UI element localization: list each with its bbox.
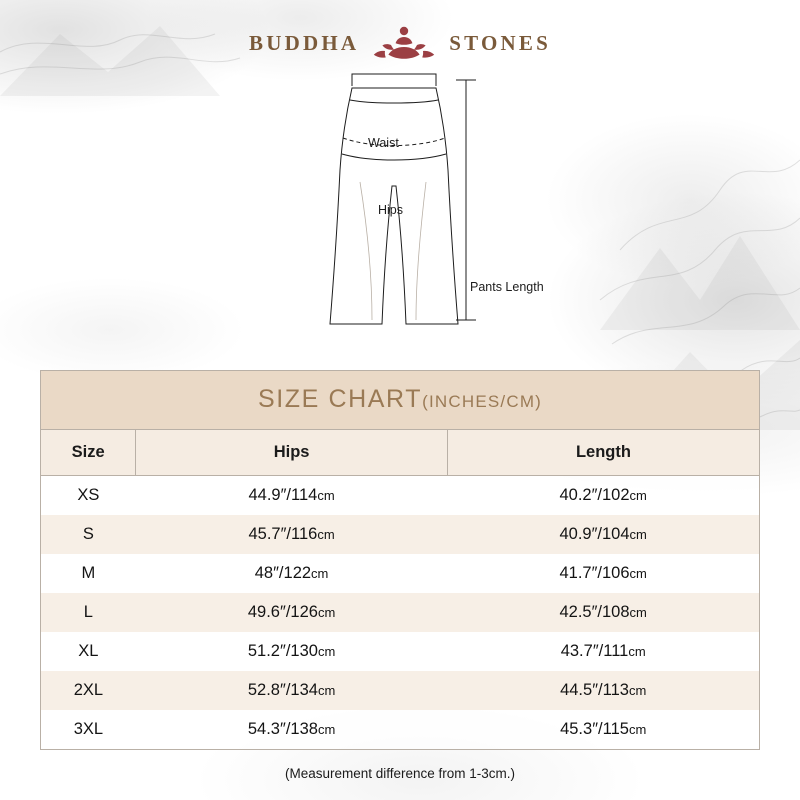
cell-hips-unit: cm	[317, 526, 335, 542]
label-pants-length: Pants Length	[470, 280, 544, 294]
cell-hips	[136, 476, 448, 515]
column-header-length: Length	[447, 430, 759, 476]
cell-hips-unit: cm	[311, 565, 329, 581]
cell-length-value: 40.9″/104	[559, 524, 630, 543]
cell-hips	[136, 554, 448, 593]
cell-length-value: 41.7″/106	[559, 563, 630, 582]
cell-length-value: 45.3″/115	[560, 719, 629, 738]
cell-size: L	[41, 593, 136, 632]
cell-size: 3XL	[41, 710, 136, 749]
cell-length-value: 43.7″/111	[560, 641, 629, 660]
cell-size: 2XL	[41, 671, 136, 710]
cell-hips	[136, 593, 448, 632]
cell-length-unit: cm	[629, 526, 647, 542]
cell-length	[447, 632, 759, 671]
cell-length	[447, 710, 759, 749]
cell-length-unit: cm	[628, 643, 646, 659]
cell-size: S	[41, 515, 136, 554]
cell-length	[447, 593, 759, 632]
cell-hips-value: 49.6″/126	[247, 602, 318, 621]
measurement-footnote: (Measurement difference from 1-3cm.)	[284, 765, 516, 781]
column-header-hips: Hips	[136, 430, 448, 476]
table-row	[41, 671, 759, 710]
brand-word-left: BUDDHA	[249, 30, 360, 55]
cell-hips-value: 51.2″/130	[247, 641, 318, 660]
cell-length	[447, 671, 759, 710]
table-header-row	[41, 430, 759, 476]
cell-size: M	[41, 554, 136, 593]
cell-hips	[136, 632, 448, 671]
column-header-size: Size	[41, 430, 136, 476]
cell-hips-value: 45.7″/116	[248, 524, 318, 543]
table-row	[41, 593, 759, 632]
cell-length	[447, 515, 759, 554]
label-hips: Hips	[378, 203, 404, 217]
pants-illustration-block	[0, 62, 800, 362]
cell-size: XL	[41, 632, 136, 671]
cell-hips-value: 52.8″/134	[247, 680, 318, 699]
cell-hips	[136, 671, 448, 710]
cell-hips-unit: cm	[317, 604, 336, 620]
cell-hips	[136, 515, 448, 554]
size-chart-title-main: SIZE CHART	[257, 385, 423, 413]
table-row	[41, 710, 759, 749]
cell-length-unit: cm	[629, 487, 647, 503]
cell-hips	[136, 710, 448, 749]
cell-length-unit: cm	[629, 565, 647, 581]
table-row	[41, 554, 759, 593]
cell-hips-unit: cm	[317, 643, 336, 659]
wide-leg-pants-outline-icon	[300, 62, 560, 352]
cell-length-value: 44.5″/113	[560, 680, 629, 699]
brand-header	[0, 0, 800, 62]
cell-length-unit: cm	[628, 682, 647, 698]
table-row	[41, 515, 759, 554]
cell-length-unit: cm	[629, 604, 647, 620]
cell-length-value: 40.2″/102	[559, 485, 630, 504]
size-chart-title	[41, 371, 759, 430]
cell-hips-value: 48″/122	[254, 563, 312, 582]
cell-hips-value: 54.3″/138	[247, 719, 318, 738]
cell-length	[447, 554, 759, 593]
label-waist: Waist	[368, 136, 399, 150]
cell-hips-unit: cm	[317, 487, 335, 503]
cell-length	[447, 476, 759, 515]
table-row	[41, 476, 759, 515]
cell-length-unit: cm	[628, 721, 647, 737]
table-row	[41, 632, 759, 671]
cell-hips-unit: cm	[317, 721, 336, 737]
lotus-yoga-figure-icon	[373, 21, 435, 65]
cell-hips-value: 44.9″/114	[248, 485, 318, 504]
size-chart-table	[40, 370, 760, 750]
cell-length-value: 42.5″/108	[559, 602, 630, 621]
cell-size: XS	[41, 476, 136, 515]
measurements-table	[41, 430, 759, 749]
cell-hips-unit: cm	[317, 682, 336, 698]
brand-word-right: STONES	[449, 30, 551, 55]
size-chart-title-sub: (INCHES/CM)	[422, 392, 543, 411]
